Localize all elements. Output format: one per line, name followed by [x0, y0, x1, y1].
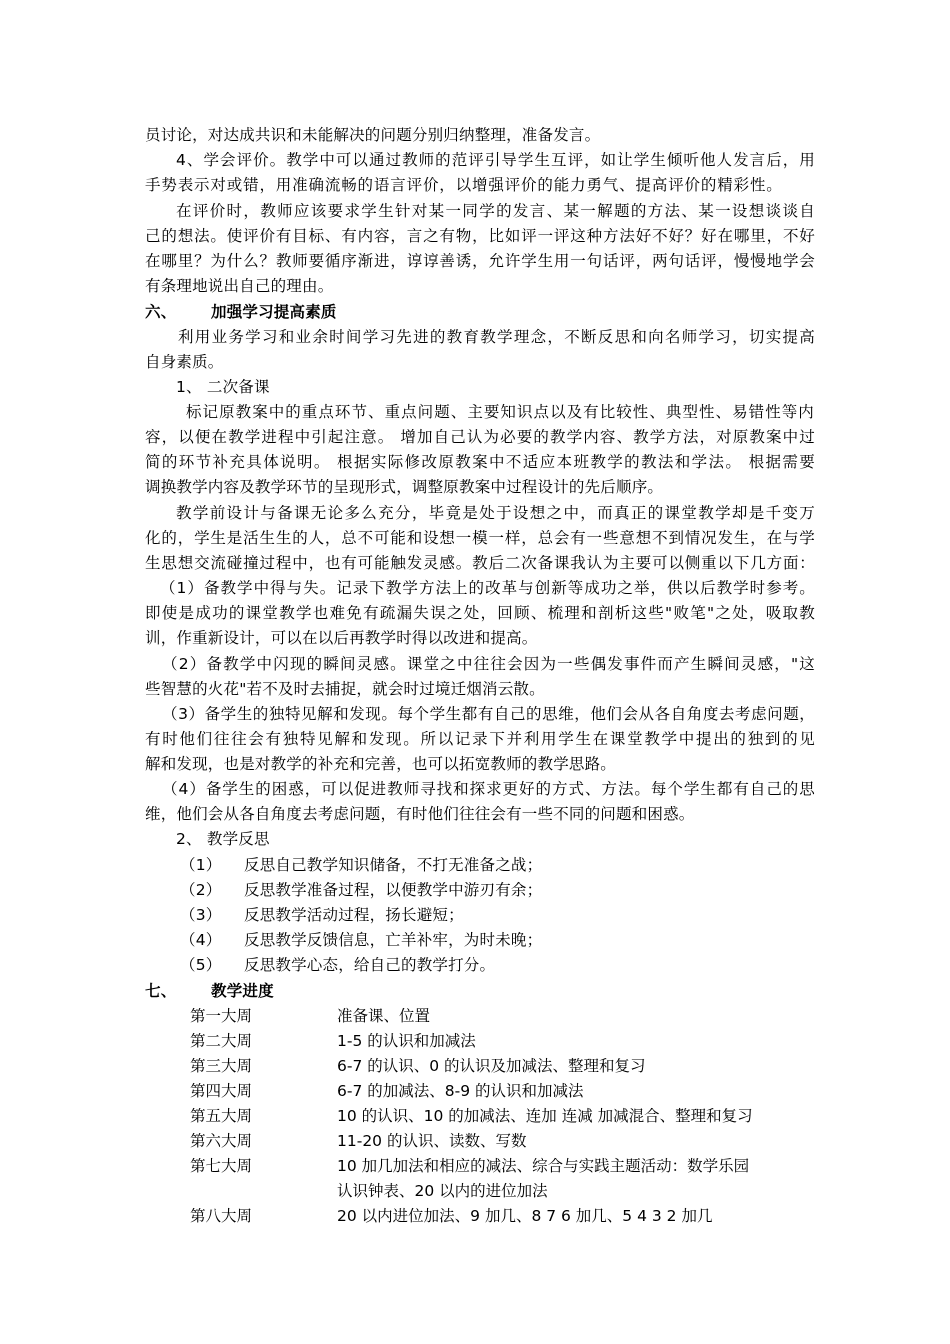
- paragraph-line: 员讨论，对达成共识和未能解决的问题分别归纳整理，准备发言。: [145, 126, 601, 144]
- paragraph-line: 训，作重新设计，可以在以后再教学时得以改进和提高。: [145, 629, 538, 647]
- list-item: [180, 853, 740, 878]
- list-item-text: 反思教学反馈信息，亡羊补牢，为时未晚；: [244, 931, 543, 949]
- schedule-content: 认识钟表、20 以内的进位加法: [337, 1182, 548, 1200]
- paragraph-line: 手势表示对或错，用准确流畅的语言评价，以增强评价的能力勇气、提高评价的精彩性。: [145, 176, 782, 194]
- list-item-text: 反思教学准备过程，以便教学中游刃有余；: [244, 881, 543, 899]
- schedule-week: 第六大周: [190, 1132, 253, 1150]
- section-heading: [145, 300, 815, 325]
- list-item-number: （4）: [180, 931, 222, 949]
- paragraph-line: 4、学会评价。教学中可以通过教师的范评引导学生互评，如让学生倾听他人发言后，用: [176, 151, 815, 169]
- paragraph-line: 些智慧的火花"若不及时去捕捉，就会时过境迁烟消云散。: [145, 680, 545, 698]
- schedule-content: 6-7 的认识、0 的认识及加减法、整理和复习: [337, 1057, 646, 1075]
- section-number: 七、: [145, 982, 177, 1000]
- section-title: 教学进度: [211, 982, 274, 1000]
- paragraph-line: 教学前设计与备课无论多么充分，毕竟是处于设想之中，而真正的课堂教学却是千变万: [176, 504, 815, 522]
- list-item: [180, 903, 740, 928]
- paragraph-line: 化的，学生是活生生的人，总不可能和设想一模一样，总会有一些意想不到情况发生，在与学: [145, 529, 815, 547]
- schedule-week: 第一大周: [190, 1007, 253, 1025]
- section-number: 六、: [145, 303, 177, 321]
- paragraph-line: 利用业务学习和业余时间学习先进的教育教学理念，不断反思和向名师学习，切实提高: [178, 328, 815, 346]
- list-item-text: 反思教学心态，给自己的教学打分。: [244, 956, 496, 974]
- paragraph-line: 解和发现，也是对教学的补充和完善，也可以拓宽教师的教学思路。: [145, 755, 617, 773]
- list-item-number: （5）: [180, 956, 222, 974]
- subsection-heading: 2、 教学反思: [176, 830, 270, 848]
- paragraph-line: （2）备教学中闪现的瞬间灵感。课堂之中往往会因为一些偶发事件而产生瞬间灵感，"这: [162, 655, 815, 673]
- schedule-week: 第八大周: [190, 1207, 253, 1225]
- paragraph-line: 己的想法。使评价有目标、有内容，言之有物，比如评一评这种方法好不好？好在哪里，不好: [145, 227, 815, 245]
- schedule-week: 第五大周: [190, 1107, 253, 1125]
- schedule-week: 第三大周: [190, 1057, 253, 1075]
- schedule-week: 第四大周: [190, 1082, 253, 1100]
- list-item-text: 反思教学活动过程，扬长避短；: [244, 906, 464, 924]
- list-item: [180, 878, 740, 903]
- list-item-number: （1）: [180, 856, 222, 874]
- schedule-content: 10 加几加法和相应的减法、综合与实践主题活动：数学乐园: [337, 1157, 750, 1175]
- paragraph-line: 在评价时，教师应该要求学生针对某一同学的发言、某一解题的方法、某一设想谈谈自: [176, 202, 815, 220]
- list-item-text: 反思自己教学知识储备，不打无准备之战；: [244, 856, 543, 874]
- paragraph-line: 有时他们往往会有独特见解和发现。所以记录下并利用学生在课堂教学中提出的独到的见: [145, 730, 815, 748]
- schedule-week: 第二大周: [190, 1032, 253, 1050]
- paragraph-line: 维，他们会从各自角度去考虑问题，有时他们往往会有一些不同的问题和困惑。: [145, 805, 695, 823]
- subsection-heading: 1、 二次备课: [176, 378, 270, 396]
- schedule-content: 20 以内进位加法、9 加几、8 7 6 加几、5 4 3 2 加几: [337, 1207, 713, 1225]
- paragraph-line: （4）备学生的困惑，可以促进教师寻找和探求更好的方式、方法。每个学生都有自己的思: [162, 780, 815, 798]
- paragraph-line: 自身素质。: [145, 353, 224, 371]
- schedule-content: 11-20 的认识、读数、写数: [337, 1132, 527, 1150]
- paragraph-line: （1）备教学中得与失。记录下教学方法上的改革与创新等成功之举，供以后教学时参考。: [160, 579, 815, 597]
- paragraph-line: （3）备学生的独特见解和发现。每个学生都有自己的思维，他们会从各自角度去考虑问题，: [162, 705, 815, 723]
- schedule-week: 第七大周: [190, 1157, 253, 1175]
- paragraph-line: 容，以便在教学进程中引起注意。 增加自己认为必要的教学内容、教学方法，对原教案中过: [145, 428, 815, 446]
- paragraph-line: 即使是成功的课堂教学也难免有疏漏失误之处，回顾、梳理和剖析这些"败笔"之处，吸取教: [145, 604, 815, 622]
- schedule-content: 1-5 的认识和加减法: [337, 1032, 476, 1050]
- list-item-number: （3）: [180, 906, 222, 924]
- list-item: [180, 928, 740, 953]
- paragraph-line: 生思想交流碰撞过程中，也有可能触发灵感。教后二次备课我认为主要可以侧重以下几方面：: [145, 554, 815, 572]
- list-item-number: （2）: [180, 881, 222, 899]
- paragraph-line: 标记原教案中的重点环节、重点问题、主要知识点以及有比较性、典型性、易错性等内: [186, 403, 814, 421]
- paragraph-line: 在哪里？为什么？教师要循序渐进，谆谆善诱，允许学生用一句话评，两句话评，慢慢地学会: [145, 252, 815, 270]
- section-title: 加强学习提高素质: [211, 303, 337, 321]
- schedule-content: 准备课、位置: [337, 1007, 431, 1025]
- schedule-content: 10 的认识、10 的加减法、连加 连减 加减混合、整理和复习: [337, 1107, 753, 1125]
- list-item: [180, 953, 740, 978]
- paragraph-line: 简的环节补充具体说明。 根据实际修改原教案中不适应本班教学的教法和学法。 根据需要: [145, 453, 815, 471]
- section-heading: [145, 979, 815, 1004]
- paragraph-line: 调换教学内容及教学环节的呈现形式，调整原教案中过程设计的先后顺序。: [145, 478, 664, 496]
- schedule-content: 6-7 的加减法、8-9 的认识和加减法: [337, 1082, 584, 1100]
- paragraph-line: 有条理地说出自己的理由。: [145, 277, 334, 295]
